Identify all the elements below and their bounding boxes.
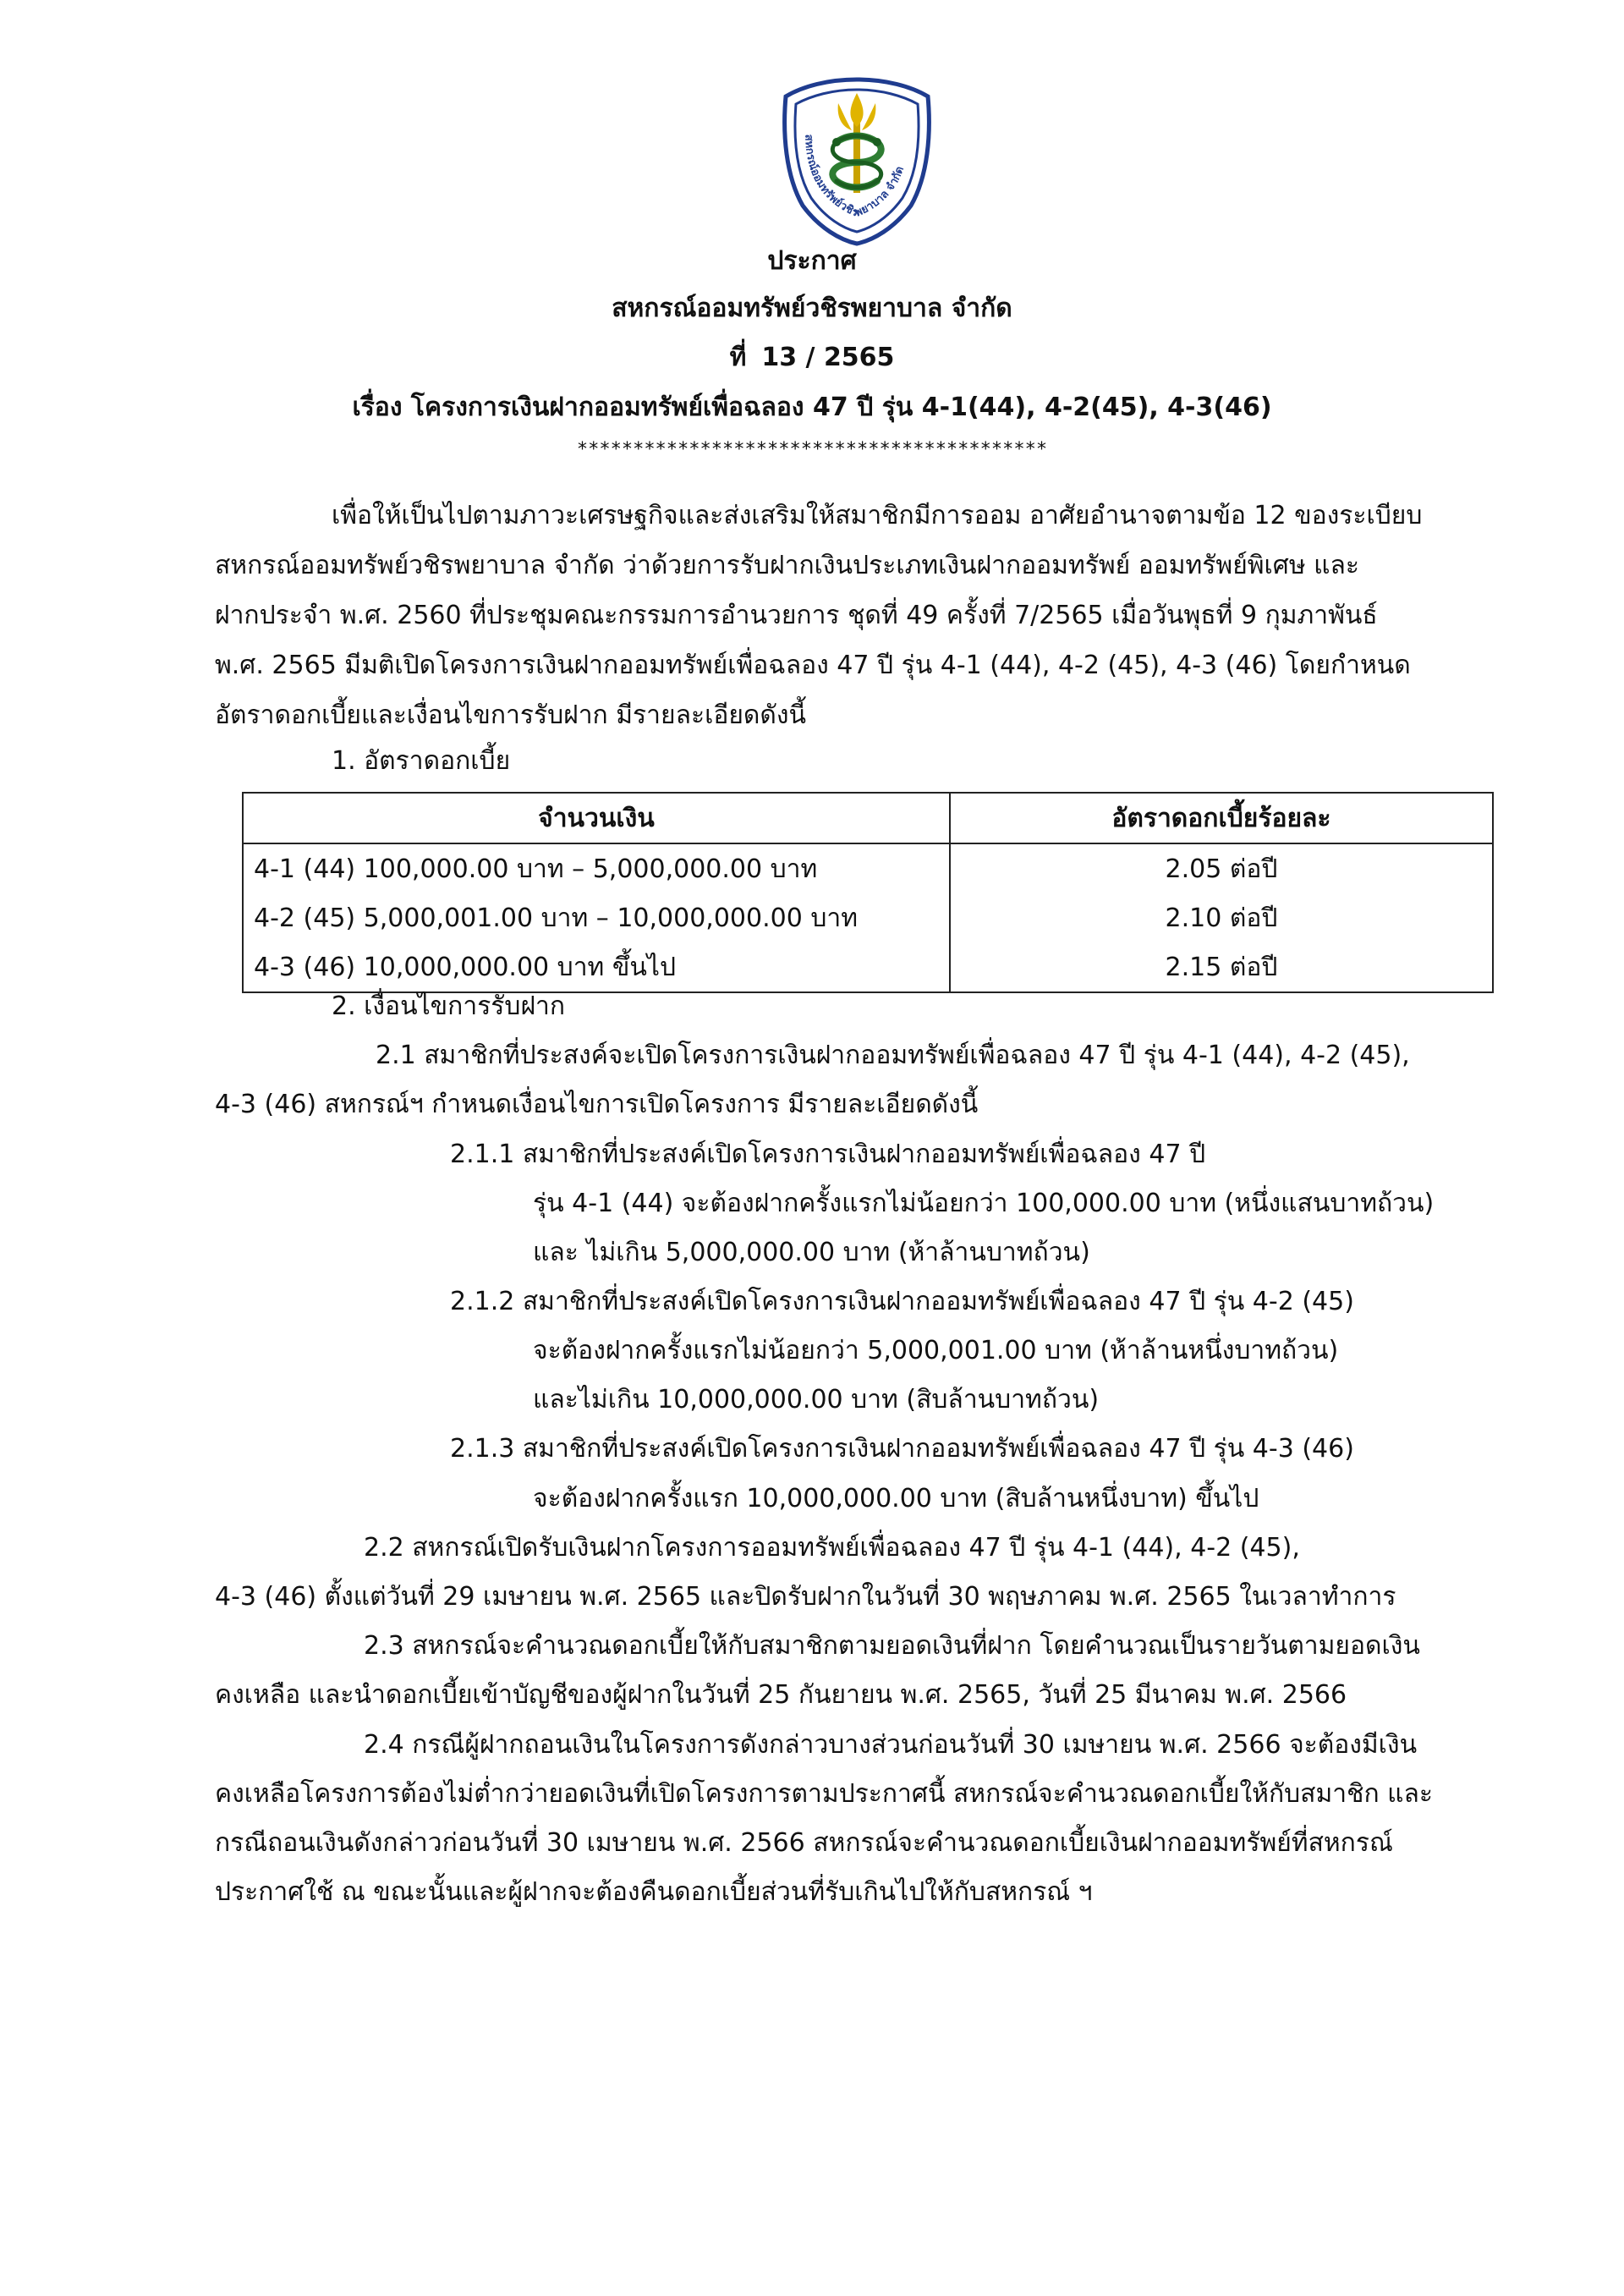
rate-cell: 2.15 ต่อปี xyxy=(950,942,1493,992)
number-label: ที่ xyxy=(729,343,747,372)
table-row xyxy=(243,893,1493,942)
section-2-title: 2. เงื่อนไขการรับฝาก xyxy=(332,991,566,1021)
clause-2-4-line: 2.4 กรณีผู้ฝากถอนเงินในโครงการดังกล่าวบางส่วนก่อนวันที่ 30 เมษายน พ.ศ. 2566 จะต้องมีเงิน xyxy=(364,1730,1418,1760)
intro-line: พ.ศ. 2565 มีมติเปิดโครงการเงินฝากออมทรัพย์เพื่อฉลอง 47 ปี รุ่น 4-1 (44), 4-2 (45), 4-3 (46) โดยกำหนด xyxy=(215,651,1411,680)
rate-cell: 2.10 ต่อปี xyxy=(950,893,1493,942)
clause-2-1-3-line: จะต้องฝากครั้งแรก 10,000,000.00 บาท (สิบล้านหนึ่งบาท) ขึ้นไป xyxy=(533,1484,1259,1513)
amount-cell: 4-1 (44) 100,000.00 บาท – 5,000,000.00 บาท xyxy=(243,843,950,893)
column-header-amount: จำนวนเงิน xyxy=(243,793,950,843)
clause-2-4-line: คงเหลือโครงการต้องไม่ต่ำกว่ายอดเงินที่เปิดโครงการตามประกาศนี้ สหกรณ์จะคำนวณดอกเบี้ยให้กับสมาชิก และ xyxy=(215,1779,1433,1809)
clause-2-1-2-line: จะต้องฝากครั้งแรกไม่น้อยกว่า 5,000,001.00 บาท (ห้าล้านหนึ่งบาทถ้วน) xyxy=(533,1336,1339,1365)
amount-cell: 4-2 (45) 5,000,001.00 บาท – 10,000,000.00 บาท xyxy=(243,893,950,942)
intro-line: เพื่อให้เป็นไปตามภาวะเศรษฐกิจและส่งเสริมให้สมาชิกมีการออม อาศัยอำนาจตามข้อ 12 ของระเบียบ xyxy=(332,501,1423,530)
emblem-text: สหกรณ์ออมทรัพย์วชิรพยาบาล จำกัด xyxy=(802,134,908,220)
clause-2-3-line: คงเหลือ และนำดอกเบี้ยเข้าบัญชีของผู้ฝากในวันที่ 25 กันยายน พ.ศ. 2565, วันที่ 25 มีนาคม พ.ศ. 2566 xyxy=(215,1680,1347,1710)
interest-rate-table xyxy=(242,792,1494,993)
clause-2-1-2-line: 2.1.2 สมาชิกที่ประสงค์เปิดโครงการเงินฝากออมทรัพย์เพื่อฉลอง 47 ปี รุ่น 4-2 (45) xyxy=(450,1287,1354,1316)
table-header-row xyxy=(243,793,1493,843)
clause-2-1-line: 4-3 (46) สหกรณ์ฯ กำหนดเงื่อนไขการเปิดโครงการ มีรายละเอียดดังนี้ xyxy=(215,1090,979,1119)
announcement-subject: เรื่อง โครงการเงินฝากออมทรัพย์เพื่อฉลอง 47 ปี รุ่น 4-1(44), 4-2(45), 4-3(46) xyxy=(352,393,1272,422)
intro-line: สหกรณ์ออมทรัพย์วชิรพยาบาล จำกัด ว่าด้วยการรับฝากเงินประเภทเงินฝากออมทรัพย์ ออมทรัพย์พิเศษ และ xyxy=(215,551,1359,580)
intro-line: อัตราดอกเบี้ยและเงื่อนไขการรับฝาก มีรายละเอียดดังนี้ xyxy=(215,700,807,730)
section-1-title: 1. อัตราดอกเบี้ย xyxy=(332,746,511,776)
cooperative-emblem-icon xyxy=(777,74,936,248)
number-value: 13 / 2565 xyxy=(761,343,895,372)
table-row xyxy=(243,843,1493,893)
column-header-rate: อัตราดอกเบี้ยร้อยละ xyxy=(950,793,1493,843)
separator-stars: ****************************************** xyxy=(576,439,1048,460)
intro-line: ฝากประจำ พ.ศ. 2560 ที่ประชุมคณะกรรมการอำนวยการ ชุดที่ 49 ครั้งที่ 7/2565 เมื่อวันพุธที่ 9 กุมภาพันธ์ xyxy=(215,601,1378,630)
clause-2-3-line: 2.3 สหกรณ์จะคำนวณดอกเบี้ยให้กับสมาชิกตามยอดเงินที่ฝาก โดยคำนวณเป็นรายวันตามยอดเงิน xyxy=(364,1631,1420,1661)
clause-2-4-line: กรณีถอนเงินดังกล่าวก่อนวันที่ 30 เมษายน พ.ศ. 2566 สหกรณ์จะคำนวณดอกเบี้ยเงินฝากออมทรัพย์ที่สหกรณ์ xyxy=(215,1828,1393,1858)
table-row xyxy=(243,942,1493,992)
announcement-number xyxy=(0,341,1624,375)
clause-2-1-line: 2.1 สมาชิกที่ประสงค์จะเปิดโครงการเงินฝากออมทรัพย์เพื่อฉลอง 47 ปี รุ่น 4-1 (44), 4-2 (45), xyxy=(376,1041,1410,1070)
clause-2-1-3-line: 2.1.3 สมาชิกที่ประสงค์เปิดโครงการเงินฝากออมทรัพย์เพื่อฉลอง 47 ปี รุ่น 4-3 (46) xyxy=(450,1434,1354,1464)
announcement-title: ประกาศ xyxy=(767,246,857,276)
intro-paragraph xyxy=(215,491,1539,740)
clause-2-4-line: ประกาศใช้ ณ ขณะนั้นและผู้ฝากจะต้องคืนดอกเบี้ยส่วนที่รับเกินไปให้กับสหกรณ์ ฯ xyxy=(215,1877,1093,1907)
clause-2-1-2-line: และไม่เกิน 10,000,000.00 บาท (สิบล้านบาทถ้วน) xyxy=(533,1385,1100,1414)
rate-cell: 2.05 ต่อปี xyxy=(950,843,1493,893)
clause-2-2-line: 2.2 สหกรณ์เปิดรับเงินฝากโครงการออมทรัพย์เพื่อฉลอง 47 ปี รุ่น 4-1 (44), 4-2 (45), xyxy=(364,1533,1300,1563)
clause-2-1-1-line: รุ่น 4-1 (44) จะต้องฝากครั้งแรกไม่น้อยกว่า 100,000.00 บาท (หนึ่งแสนบาทถ้วน) xyxy=(533,1189,1435,1218)
clause-2-2-line: 4-3 (46) ตั้งแต่วันที่ 29 เมษายน พ.ศ. 2565 และปิดรับฝากในวันที่ 30 พฤษภาคม พ.ศ. 2565 ในเวลาทำการ xyxy=(215,1582,1396,1612)
amount-cell: 4-3 (46) 10,000,000.00 บาท ขึ้นไป xyxy=(243,942,950,992)
clause-2-1-1-line: 2.1.1 สมาชิกที่ประสงค์เปิดโครงการเงินฝากออมทรัพย์เพื่อฉลอง 47 ปี xyxy=(450,1140,1206,1169)
organization-name: สหกรณ์ออมทรัพย์วชิรพยาบาล จำกัด xyxy=(612,294,1012,323)
clause-2-1-1-line: และ ไม่เกิน 5,000,000.00 บาท (ห้าล้านบาทถ้วน) xyxy=(533,1238,1090,1267)
